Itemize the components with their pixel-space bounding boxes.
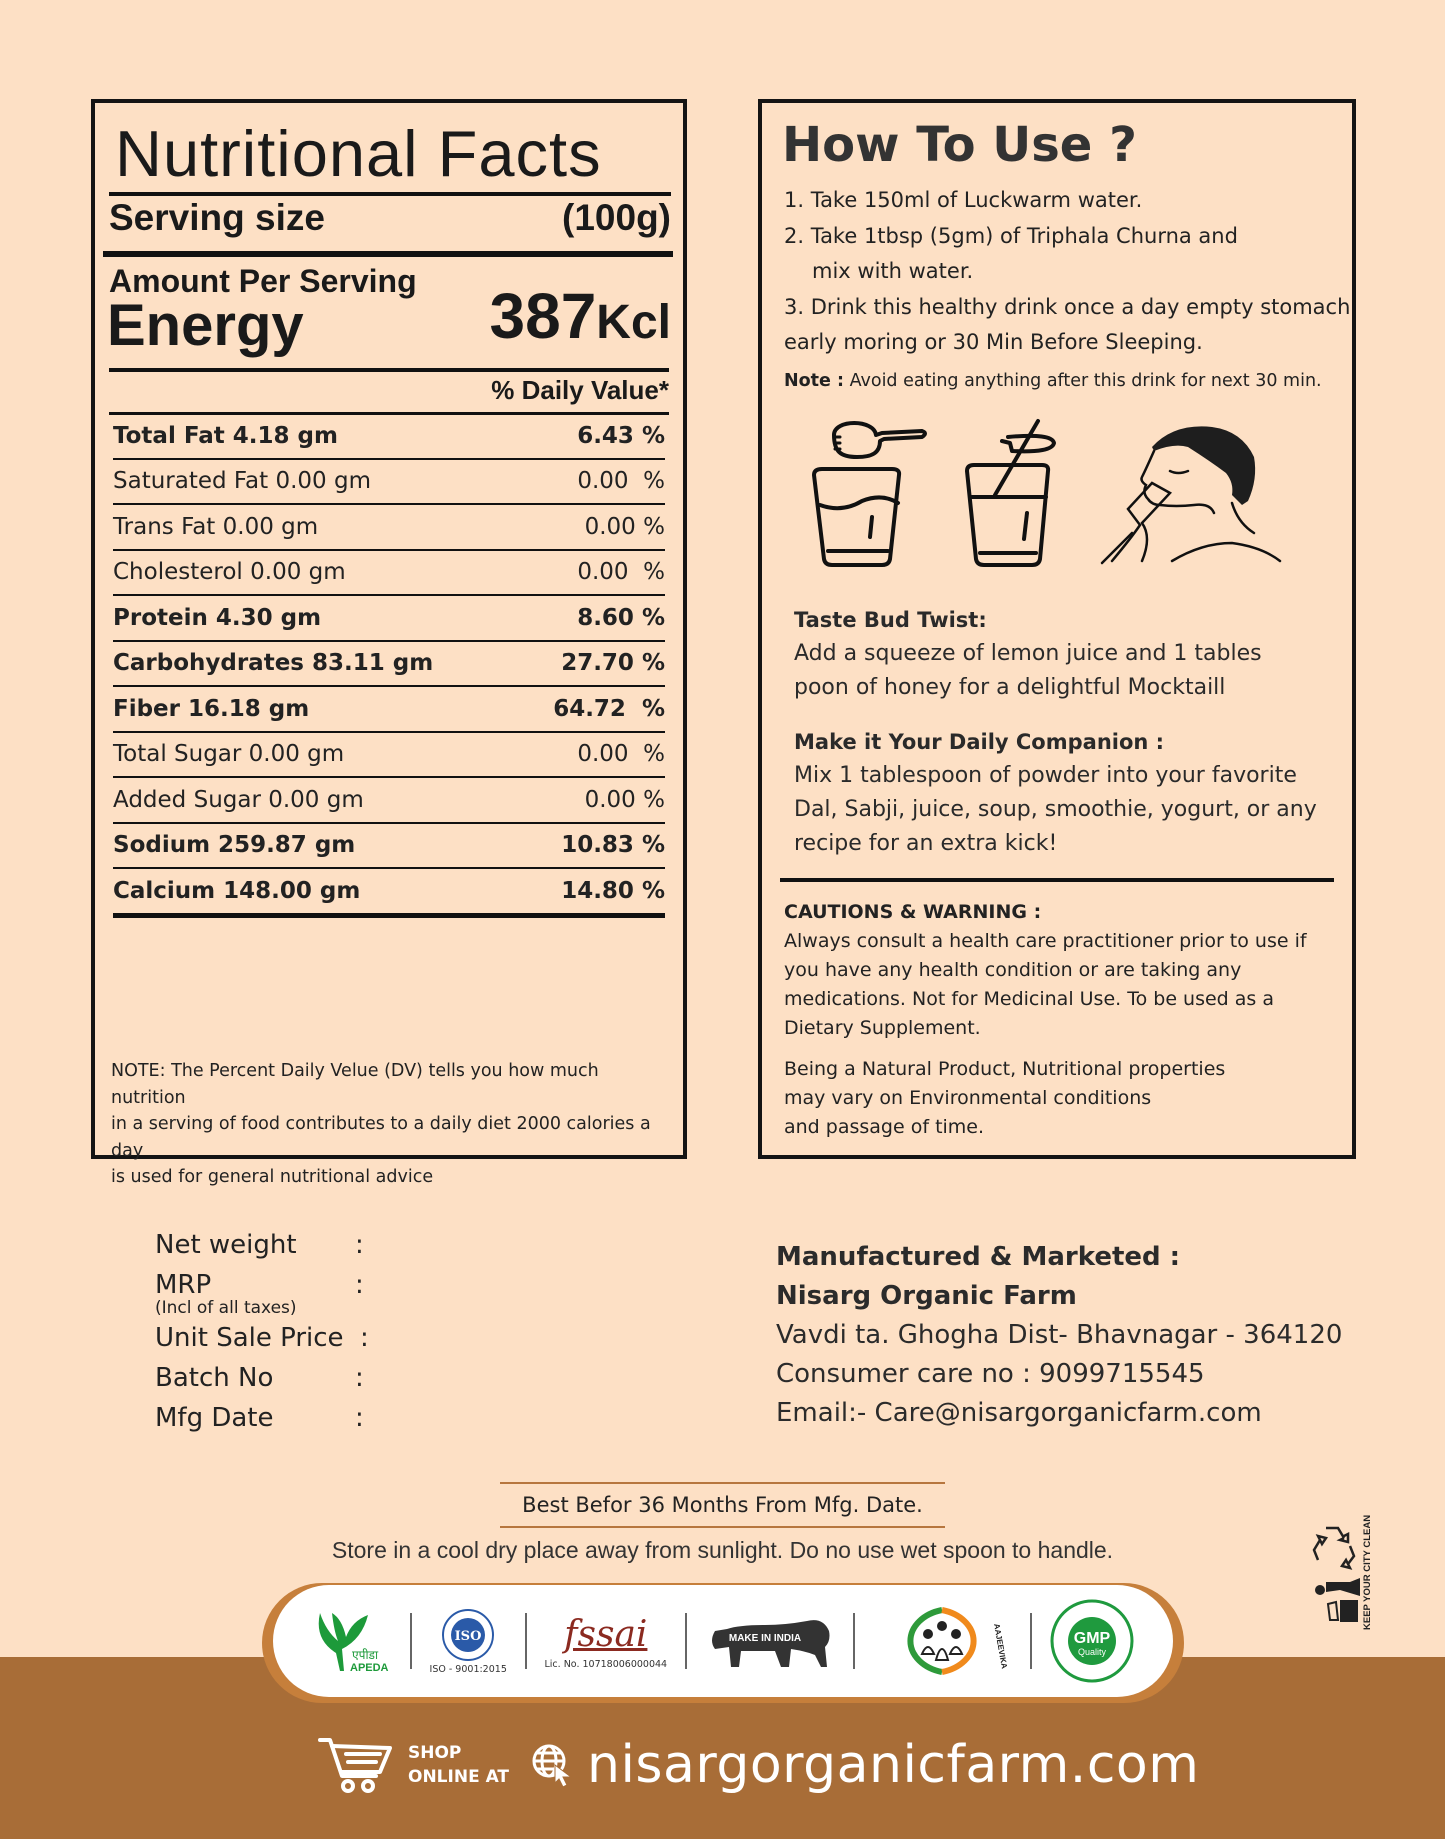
mfg-date-label: Mfg Date [155, 1403, 274, 1433]
nutrient-name: Protein 4.30 gm [113, 604, 322, 631]
companion-heading: Make it Your Daily Companion : [794, 730, 1165, 754]
nutrient-daily-value: 0.00 % [577, 741, 665, 768]
divider [780, 878, 1334, 882]
nutrient-name: Added Sugar 0.00 gm [113, 786, 364, 813]
taste-line: poon of honey for a delightful Mocktaill [794, 675, 1226, 700]
caution-line: medications. Not for Medicinal Use. To be used as a [784, 988, 1275, 1010]
fssai-logo [545, 1596, 668, 1686]
aajeevika-logo [872, 1596, 1012, 1686]
nutrient-row [113, 414, 665, 460]
nutrient-row [113, 551, 665, 597]
nutrient-row [113, 687, 665, 733]
nutrient-daily-value: 6.43 % [577, 422, 665, 449]
caution-line: you have any health condition or are taking any [784, 959, 1242, 981]
mrp-sublabel: (Incl of all taxes) [155, 1298, 297, 1318]
gmp-seal-icon [1050, 1599, 1134, 1683]
batch-row [155, 1363, 375, 1403]
trash-bin-icon [1315, 1578, 1360, 1622]
step-2-cont: mix with water. [812, 259, 974, 283]
how-to-use-title: How To Use ? [782, 117, 1137, 173]
shop-line-2: ONLINE AT [408, 1767, 510, 1787]
nutrient-daily-value: 0.00 % [584, 786, 665, 813]
nutrient-row [113, 824, 665, 870]
apeda-text: APEDA [349, 1662, 389, 1673]
energy-number: 387 [489, 280, 597, 352]
globe-cursor-icon [531, 1743, 575, 1787]
nutrient-row [113, 642, 665, 688]
net-weight-label: Net weight [155, 1230, 297, 1260]
daily-companion-section [794, 725, 1332, 861]
nutrient-name: Trans Fat 0.00 gm [113, 513, 319, 540]
net-weight-row [155, 1230, 375, 1270]
step-3-cont: early moring or 30 Min Before Sleeping. [784, 330, 1203, 354]
gmp-sub: Quality [1077, 1647, 1106, 1657]
serving-value: (100g) [562, 197, 671, 238]
usage-steps [784, 183, 1350, 361]
manufacturer-heading: Manufactured & Marketed : [776, 1242, 1181, 1272]
colon: : [355, 1270, 364, 1300]
nutrient-row [113, 869, 665, 918]
colon: : [355, 1363, 364, 1393]
separator [525, 1613, 527, 1669]
product-details [155, 1230, 375, 1443]
best-before: Best Befor 36 Months From Mfg. Date. [500, 1482, 945, 1528]
manufacturer-address: Vavdi ta. Ghogha Dist- Bhavnagar - 364120 [776, 1320, 1343, 1350]
nutrient-name: Saturated Fat 0.00 gm [113, 468, 371, 495]
serving-size-row [109, 197, 671, 239]
nutrient-row [113, 733, 665, 779]
recycle-icon [1310, 1520, 1370, 1630]
shopping-cart-icon [318, 1736, 394, 1794]
keep-city-clean-text: KEEP YOUR CITY CLEAN [1362, 1514, 1373, 1630]
aajeevika-emblem-icon [872, 1604, 1012, 1678]
natural-line: may vary on Environmental conditions [784, 1087, 1152, 1109]
colon: : [355, 1230, 364, 1260]
stir-glass-icon [967, 421, 1054, 565]
amount-per-serving: Amount Per Serving [109, 263, 417, 299]
fssai-license: Lic. No. 10718006000044 [544, 1658, 668, 1670]
step-3: 3. Drink this healthy drink once a day empty stomach [784, 294, 1351, 319]
unit-price-label: Unit Sale Price [155, 1323, 344, 1353]
usage-illustrations [802, 413, 1302, 593]
taste-bud-twist-section [794, 603, 1332, 705]
iso-badge-icon [441, 1608, 495, 1662]
how-to-use-panel [758, 99, 1356, 1159]
make-in-india-text: MAKE IN INDIA [728, 1633, 801, 1644]
iso-standard: ISO - 9001:2015 [429, 1663, 507, 1675]
apeda-logo [312, 1596, 392, 1686]
serving-label: Serving size [109, 197, 325, 238]
make-in-india-logo [705, 1596, 835, 1686]
fssai-text: fssai [564, 1613, 648, 1655]
daily-value-note [111, 1058, 669, 1191]
natural-line: and passage of time. [784, 1116, 985, 1138]
nutrient-daily-value: 10.83 % [561, 832, 665, 859]
nutrition-title: Nutritional Facts [115, 117, 602, 190]
companion-line: recipe for an extra kick! [794, 831, 1058, 856]
nutrient-name: Total Fat 4.18 gm [113, 422, 338, 449]
step-2: 2. Take 1tbsp (5gm) of Triphala Churna and [784, 223, 1238, 248]
batch-label: Batch No [155, 1363, 274, 1393]
divider [109, 192, 671, 196]
nutrient-table [113, 414, 665, 918]
manufacturer-info [776, 1238, 1342, 1433]
energy-label: Energy [107, 293, 304, 358]
nutrient-daily-value: 64.72 % [553, 695, 665, 722]
shop-online-label [408, 1741, 509, 1789]
man-drinking-icon [1102, 426, 1280, 563]
consumer-care-phone: Consumer care no : 9099715545 [776, 1359, 1205, 1389]
apeda-hindi: एपीडा [351, 1648, 378, 1662]
iso-logo [430, 1596, 507, 1686]
website-link[interactable]: nisargorganicfarm.com [587, 1735, 1200, 1795]
shop-line-1: SHOP [408, 1743, 462, 1763]
storage-instructions: Store in a cool dry place away from sunlight. Do no use wet spoon to handle. [331, 1537, 1114, 1563]
nutrient-row [113, 596, 665, 642]
nutrient-daily-value: 14.80 % [561, 877, 665, 904]
iso-text: ISO [454, 1628, 482, 1644]
gmp-text: GMP [1073, 1630, 1111, 1647]
mrp-row [155, 1270, 375, 1323]
note-label: Note : [784, 371, 844, 391]
colon: : [360, 1323, 369, 1353]
divider [109, 368, 669, 372]
note-line: NOTE: The Percent Daily Velue (DV) tells you how much nutrition [111, 1061, 599, 1108]
caution-line: Dietary Supplement. [784, 1017, 981, 1039]
nutrient-name: Calcium 148.00 gm [113, 877, 361, 904]
daily-value-header: % Daily Value* [491, 375, 669, 405]
caution-line: Always consult a health care practitioner prior to use if [784, 930, 1307, 952]
certification-logos [273, 1585, 1173, 1697]
nutrient-row [113, 505, 665, 551]
note-line: in a serving of food contributes to a daily diet 2000 calories a day [111, 1114, 651, 1161]
natural-line: Being a Natural Product, Nutritional properties [784, 1058, 1226, 1080]
nutrient-row [113, 460, 665, 506]
companion-line: Dal, Sabji, juice, soup, smoothie, yogurt, or any [794, 797, 1317, 822]
aajeevika-text: AAJEEVIKA [992, 1622, 1010, 1670]
contact-email: Email:- Care@nisargorganicfarm.com [776, 1398, 1262, 1428]
keep-city-clean-badge [1310, 1514, 1390, 1630]
mfg-date-row [155, 1403, 375, 1443]
energy-unit: Kcl [596, 296, 671, 349]
cautions-section [784, 898, 1338, 1142]
unit-price-row [155, 1323, 375, 1363]
lion-icon [705, 1611, 835, 1671]
nutrient-row [113, 778, 665, 824]
manufacturer-name: Nisarg Organic Farm [776, 1281, 1077, 1311]
nutrient-daily-value: 0.00 % [577, 468, 665, 495]
mrp-label: MRP [155, 1270, 212, 1300]
nutrient-name: Fiber 16.18 gm [113, 695, 310, 722]
separator [685, 1613, 687, 1669]
companion-line: Mix 1 tablespoon of powder into your favorite [794, 763, 1297, 788]
apeda-leaf-icon [312, 1609, 392, 1673]
caution-heading: CAUTIONS & WARNING : [784, 901, 1042, 923]
nutrition-facts-panel [91, 99, 687, 1187]
nutrient-name: Cholesterol 0.00 gm [113, 559, 346, 586]
scoop-glass-icon [814, 423, 925, 565]
colon: : [355, 1403, 364, 1433]
taste-line: Add a squeeze of lemon juice and 1 tables [794, 641, 1262, 666]
separator [1030, 1613, 1032, 1669]
nutrient-name: Sodium 259.87 gm [113, 832, 356, 859]
nutrient-daily-value: 0.00 % [584, 513, 665, 540]
nutrient-daily-value: 8.60 % [577, 604, 665, 631]
note-line: is used for general nutritional advice [111, 1167, 434, 1187]
gmp-logo [1050, 1596, 1134, 1686]
note-text: Avoid eating anything after this drink for next 30 min. [844, 371, 1322, 391]
nutrient-name: Carbohydrates 83.11 gm [113, 650, 434, 677]
nutrient-daily-value: 27.70 % [561, 650, 665, 677]
taste-heading: Taste Bud Twist: [794, 608, 987, 632]
divider [103, 251, 673, 257]
separator [853, 1613, 855, 1669]
separator [410, 1613, 412, 1669]
shop-online-banner [318, 1735, 1199, 1795]
nutrient-daily-value: 0.00 % [577, 559, 665, 586]
step-1: 1. Take 150ml of Luckwarm water. [784, 188, 1143, 212]
usage-note [784, 371, 1322, 391]
nutrient-name: Total Sugar 0.00 gm [113, 741, 345, 768]
energy-value [490, 279, 671, 353]
